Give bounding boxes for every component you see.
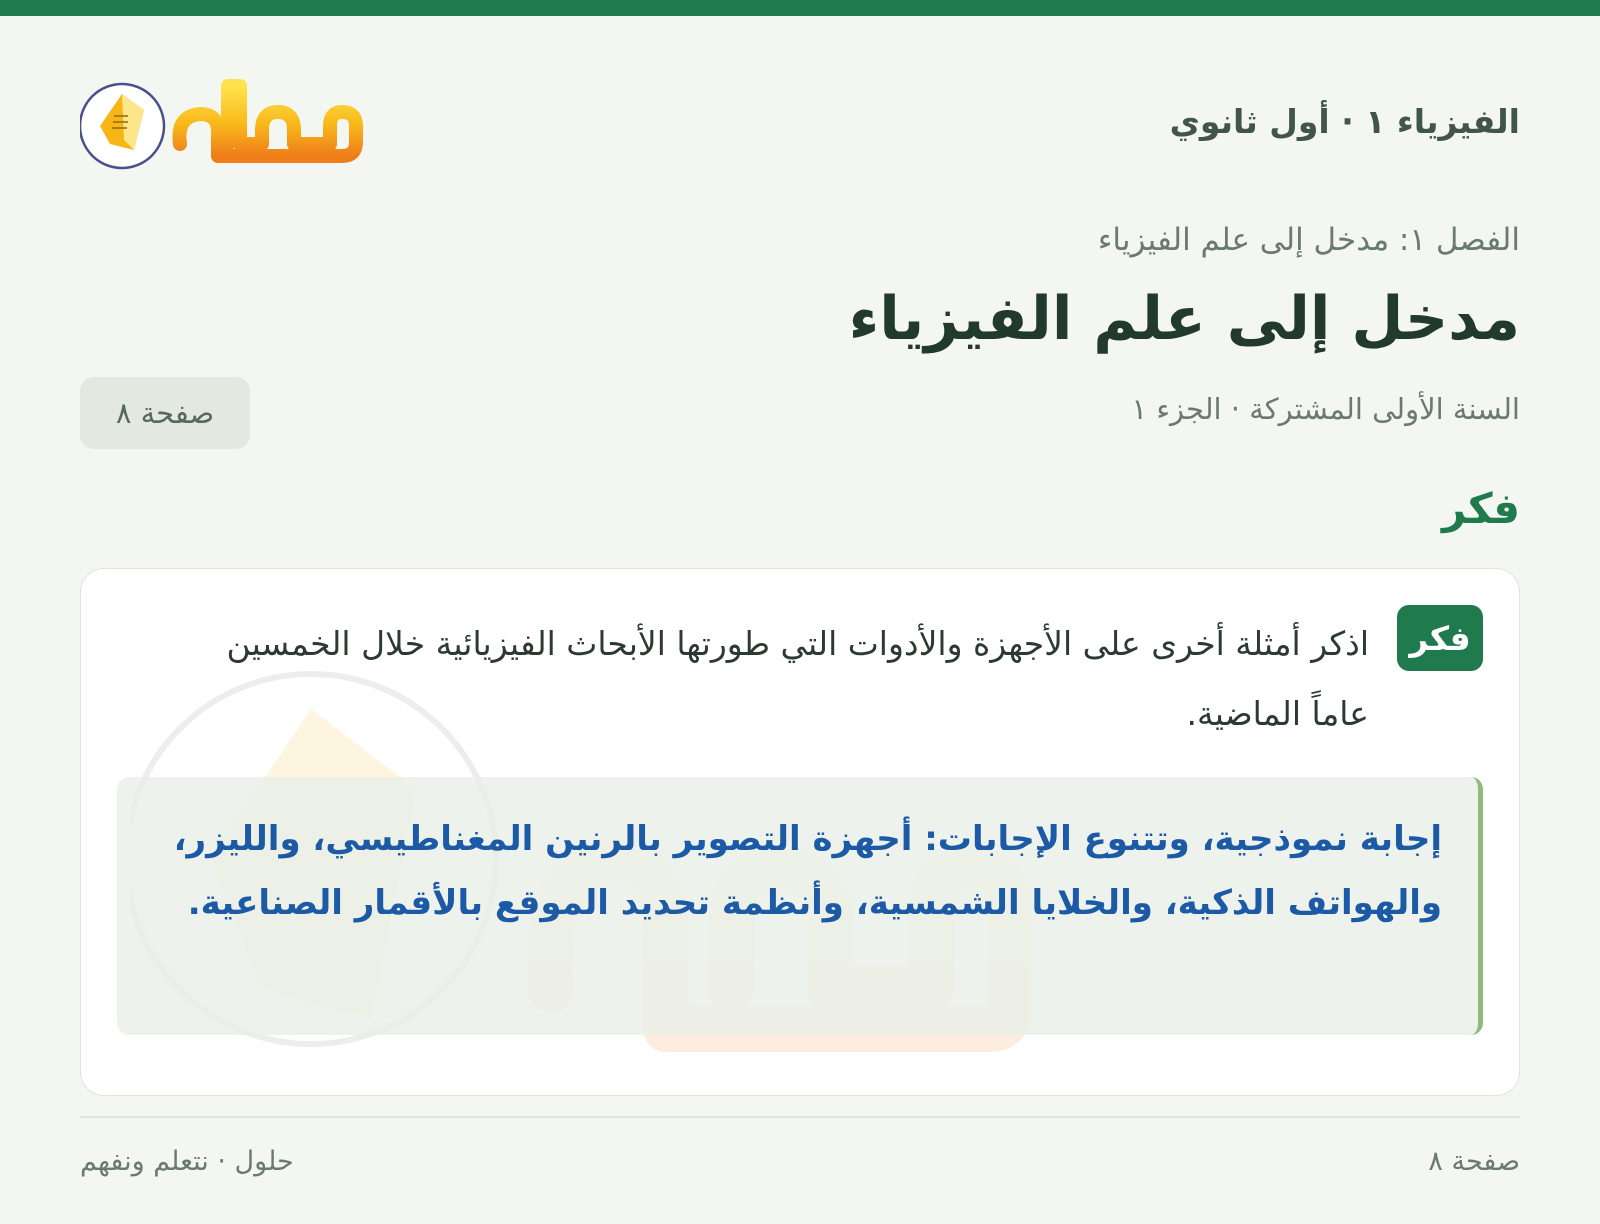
footer-page-number: صفحة ٨ bbox=[1428, 1146, 1520, 1177]
footer-brand: حلول · نتعلم ونفهم bbox=[80, 1146, 294, 1177]
question-card bbox=[80, 568, 1520, 1096]
lesson-title: مدخل إلى علم الفيزياء bbox=[848, 284, 1520, 354]
logo-wordmark bbox=[179, 86, 356, 156]
question-text: اذكر أمثلة أخرى على الأجهزة والأدوات التي طورتها الأبحاث الفيزيائية خلال الخمسين عاماً الماضية. bbox=[226, 624, 1369, 733]
lesson-meta: السنة الأولى المشتركة · الجزء ١ bbox=[1131, 392, 1520, 426]
chapter-line: الفصل ١: مدخل إلى علم الفيزياء bbox=[1097, 222, 1520, 258]
think-badge: فكر bbox=[1397, 605, 1483, 671]
header bbox=[80, 16, 1520, 176]
section-heading: فكر bbox=[1441, 484, 1520, 533]
answer-text: إجابة نموذجية، وتتنوع الإجابات: أجهزة التصوير بالرنين المغناطيسي، والليزر، والهواتف الذكية، والخلايا الشمسية، وأنظمة تحديد الموقع بالأقمار الصناعية. bbox=[173, 819, 1442, 923]
course-title: الفيزياء ١ · أول ثانوي bbox=[1169, 102, 1520, 141]
answer-box bbox=[117, 777, 1483, 1035]
hulul-logo[interactable] bbox=[80, 66, 370, 176]
top-accent-bar bbox=[0, 0, 1600, 16]
footer-divider bbox=[80, 1116, 1520, 1118]
page-chip: صفحة ٨ bbox=[80, 377, 250, 449]
page bbox=[80, 16, 1520, 1224]
